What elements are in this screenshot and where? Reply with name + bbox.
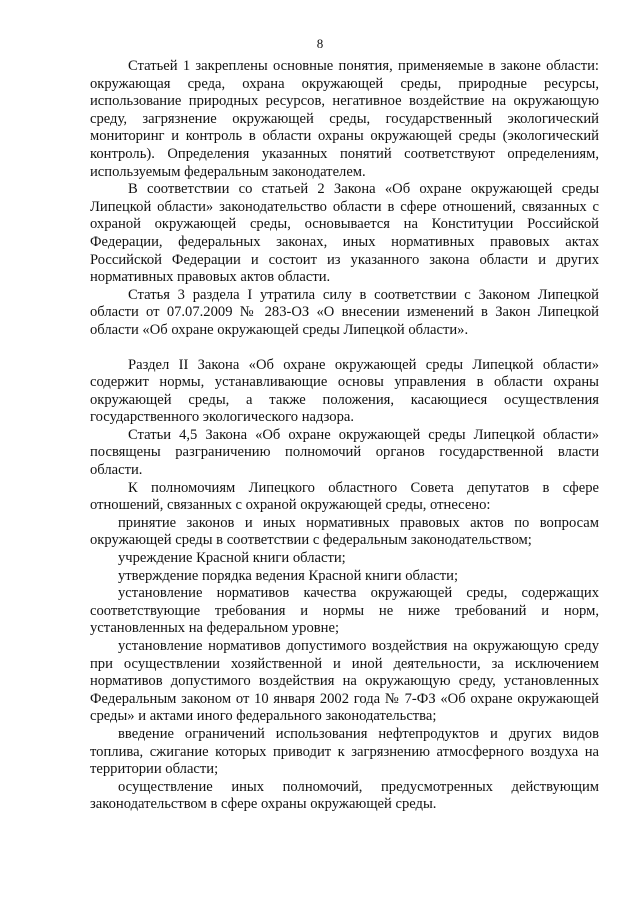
list-item: установление нормативов качества окружающей среды, содержащих соответствующие требования и нормы не ниже требований и норм, установленных на федеральном уровне; bbox=[90, 585, 599, 637]
paragraph-article-2: В соответствии со статьей 2 Закона «Об охране окружающей среды Липецкой области» законодательство области в сфере отношений, связанных с охраной окружающей среды, основывается на Конституции Российской Федерации, федеральных законах, иных нормативных правовых актах Российской Федерации и состоит из указанного закона области и других нормативных правовых актов области. bbox=[90, 181, 599, 286]
list-item: принятие законов и иных нормативных правовых актов по вопросам окружающей среды в соответствии с федеральным законодательством; bbox=[90, 514, 599, 549]
list-item: утверждение порядка ведения Красной книги области; bbox=[118, 567, 459, 584]
list-item: учреждение Красной книги области; bbox=[118, 550, 346, 567]
page-number: 8 bbox=[316, 36, 324, 51]
list-item: установление нормативов допустимого воздействия на окружающую среду при осуществлении хозяйственной и иной деятельности, за исключением нормативов допустимого воздействия на окружающую среду, установленных Федеральным законом от 10 января 2002 года № 7-ФЗ «Об охране окружающей среды» и актами иного федерального законодательства; bbox=[90, 638, 599, 725]
paragraph-articles-4-5: Статьи 4,5 Закона «Об охране окружающей среды Липецкой области» посвящены разграничению полномочий органов государственной власти области. bbox=[90, 426, 599, 479]
paragraph-article-1: Статьей 1 закреплены основные понятия, применяемые в законе области: окружающая среда, охрана окружающей среды, природные ресурсы, использование природных ресурсов, негативное воздействие на окружающую среду, загрязнение окружающей среды, государственный экологический мониторинг и контроль в области охраны окружающей среды (экологический контроль). Определения указанных понятий соответствуют определениям, используемым федеральным законодателем. bbox=[90, 58, 599, 180]
paragraph-council-powers-intro: К полномочиям Липецкого областного Совета депутатов в сфере отношений, связанных с охраной окружающей среды, отнесено: bbox=[90, 479, 599, 514]
list-item: осуществление иных полномочий, предусмотренных действующим законодательством в сфере охраны окружающей среды. bbox=[90, 778, 599, 813]
paragraph-section-2: Раздел II Закона «Об охране окружающей среды Липецкой области» содержит нормы, устанавливающие основы управления в области охраны окружающей среды, а также положения, касающиеся осуществления государственного экологического надзора. bbox=[90, 356, 599, 426]
section-gap bbox=[90, 340, 599, 357]
document-body bbox=[90, 58, 599, 814]
paragraph-article-3: Статья 3 раздела I утратила силу в соответствии с Законом Липецкой области от 07.07.2009 № 283-ОЗ «О внесении изменений в Закон Липецкой области «Об охране окружающей среды Липецкой области». bbox=[90, 286, 599, 338]
list-item: введение ограничений использования нефтепродуктов и других видов топлива, сжигание которых приводит к загрязнению атмосферного воздуха на территории области; bbox=[90, 725, 599, 778]
